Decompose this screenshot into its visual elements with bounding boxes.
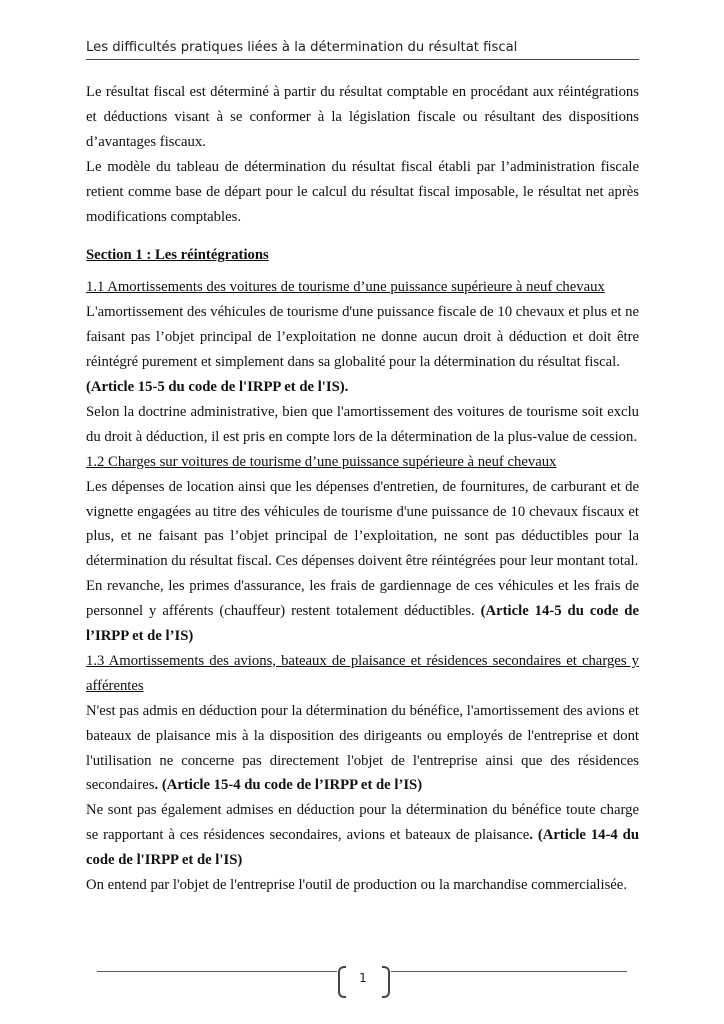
paragraph-text: Ne sont pas également admises en déduction pour la détermination du bénéfice toute charge se rapportant à ces résidences secondaires, avions et bateaux de plaisance <box>86 802 639 844</box>
subsection-heading-1-1: 1.1 Amortissements des voitures de tourisme d’une puissance supérieure à neuf chevaux <box>86 279 605 296</box>
paragraph-text: L'amortissement des véhicules de tourisme d'une puissance fiscale de 10 chevaux et plus et ne faisant pas l’objet principal de l’exploitation ne donne aucun droit à déduction et doit être réintégré purement et simplement dans sa globalité pour la détermination du résultat fiscal. <box>86 304 639 371</box>
intro-paragraph-1: Le résultat fiscal est déterminé à partir du résultat comptable en procédant aux réintégrations et déductions visant à se conformer à la législation fiscale ou résultant des dispositions d’avantages fiscaux. <box>86 84 639 150</box>
paragraph-1-1-a <box>86 300 639 400</box>
paragraph-1-3-a <box>86 699 639 799</box>
paragraph-1-3-b <box>86 798 639 873</box>
paragraph-1-2-a: Les dépenses de location ainsi que les dépenses d'entretien, de fournitures, de carburant et de vignette engagées au titre des véhicules de tourisme d'une puissance de 10 chevaux fiscaux et plus, et ne faisant pas l’objet principal de l’exploitation, ne sont pas déductibles pour la détermination du résultat fiscal. Ces dépenses doivent être réintégrées pour leur montant total. <box>86 478 639 570</box>
paragraph-1-3-c: On entend par l'objet de l'entreprise l'outil de production ou la marchandise commercialisée. <box>86 877 627 894</box>
page-body <box>86 80 639 898</box>
page-number: 1 <box>359 971 367 985</box>
article-reference: . (Article 15-4 du code de l’IRPP et de l’IS) <box>154 777 423 794</box>
article-reference: (Article 14-5 du code de l’IRPP et de l’IS) <box>86 603 639 645</box>
footer-rule-right <box>391 971 627 972</box>
footer-rule-left <box>97 971 337 972</box>
paragraph-text: En revanche, les primes d'assurance, les frais de gardiennage de ces véhicules et les frais de personnel y afférents (chauffeur) restent totalement déductibles. <box>86 578 639 620</box>
article-reference: . (Article 14-4 du code de l'IRPP et de l'IS) <box>86 827 639 869</box>
paragraph-text: N'est pas admis en déduction pour la détermination du bénéfice, l'amortissement des avions et bateaux de plaisance mis à la disposition des dirigeants ou employés de l'entreprise et dont l'utilisation ne concerne pas directement l'objet de l'entreprise ainsi que des résidences secondaires <box>86 702 639 794</box>
page-number-bracket-right <box>382 966 390 998</box>
article-reference: (Article 15-5 du code de l'IRPP et de l'IS). <box>86 378 349 395</box>
paragraph-1-1-b: Selon la doctrine administrative, bien que l'amortissement des voitures de tourisme soit exclu du droit à déduction, il est pris en compte lors de la détermination de la plus-value de cession. <box>86 403 639 445</box>
page-number-bracket-left <box>338 966 346 998</box>
subsection-heading-1-2: 1.2 Charges sur voitures de tourisme d’une puissance supérieure à neuf chevaux <box>86 453 557 470</box>
paragraph-1-2-b <box>86 574 639 649</box>
section-title: Section 1 : Les réintégrations <box>86 247 269 264</box>
subsection-heading-1-3: 1.3 Amortissements des avions, bateaux de plaisance et résidences secondaires et charges y afférentes <box>86 652 639 694</box>
running-header: Les difficultés pratiques liées à la détermination du résultat fiscal <box>86 40 639 60</box>
intro-paragraph-2: Le modèle du tableau de détermination du résultat fiscal établi par l’administration fiscale retient comme base de départ pour le calcul du résultat fiscal imposable, le résultat net après modifications comptables. <box>86 158 639 225</box>
